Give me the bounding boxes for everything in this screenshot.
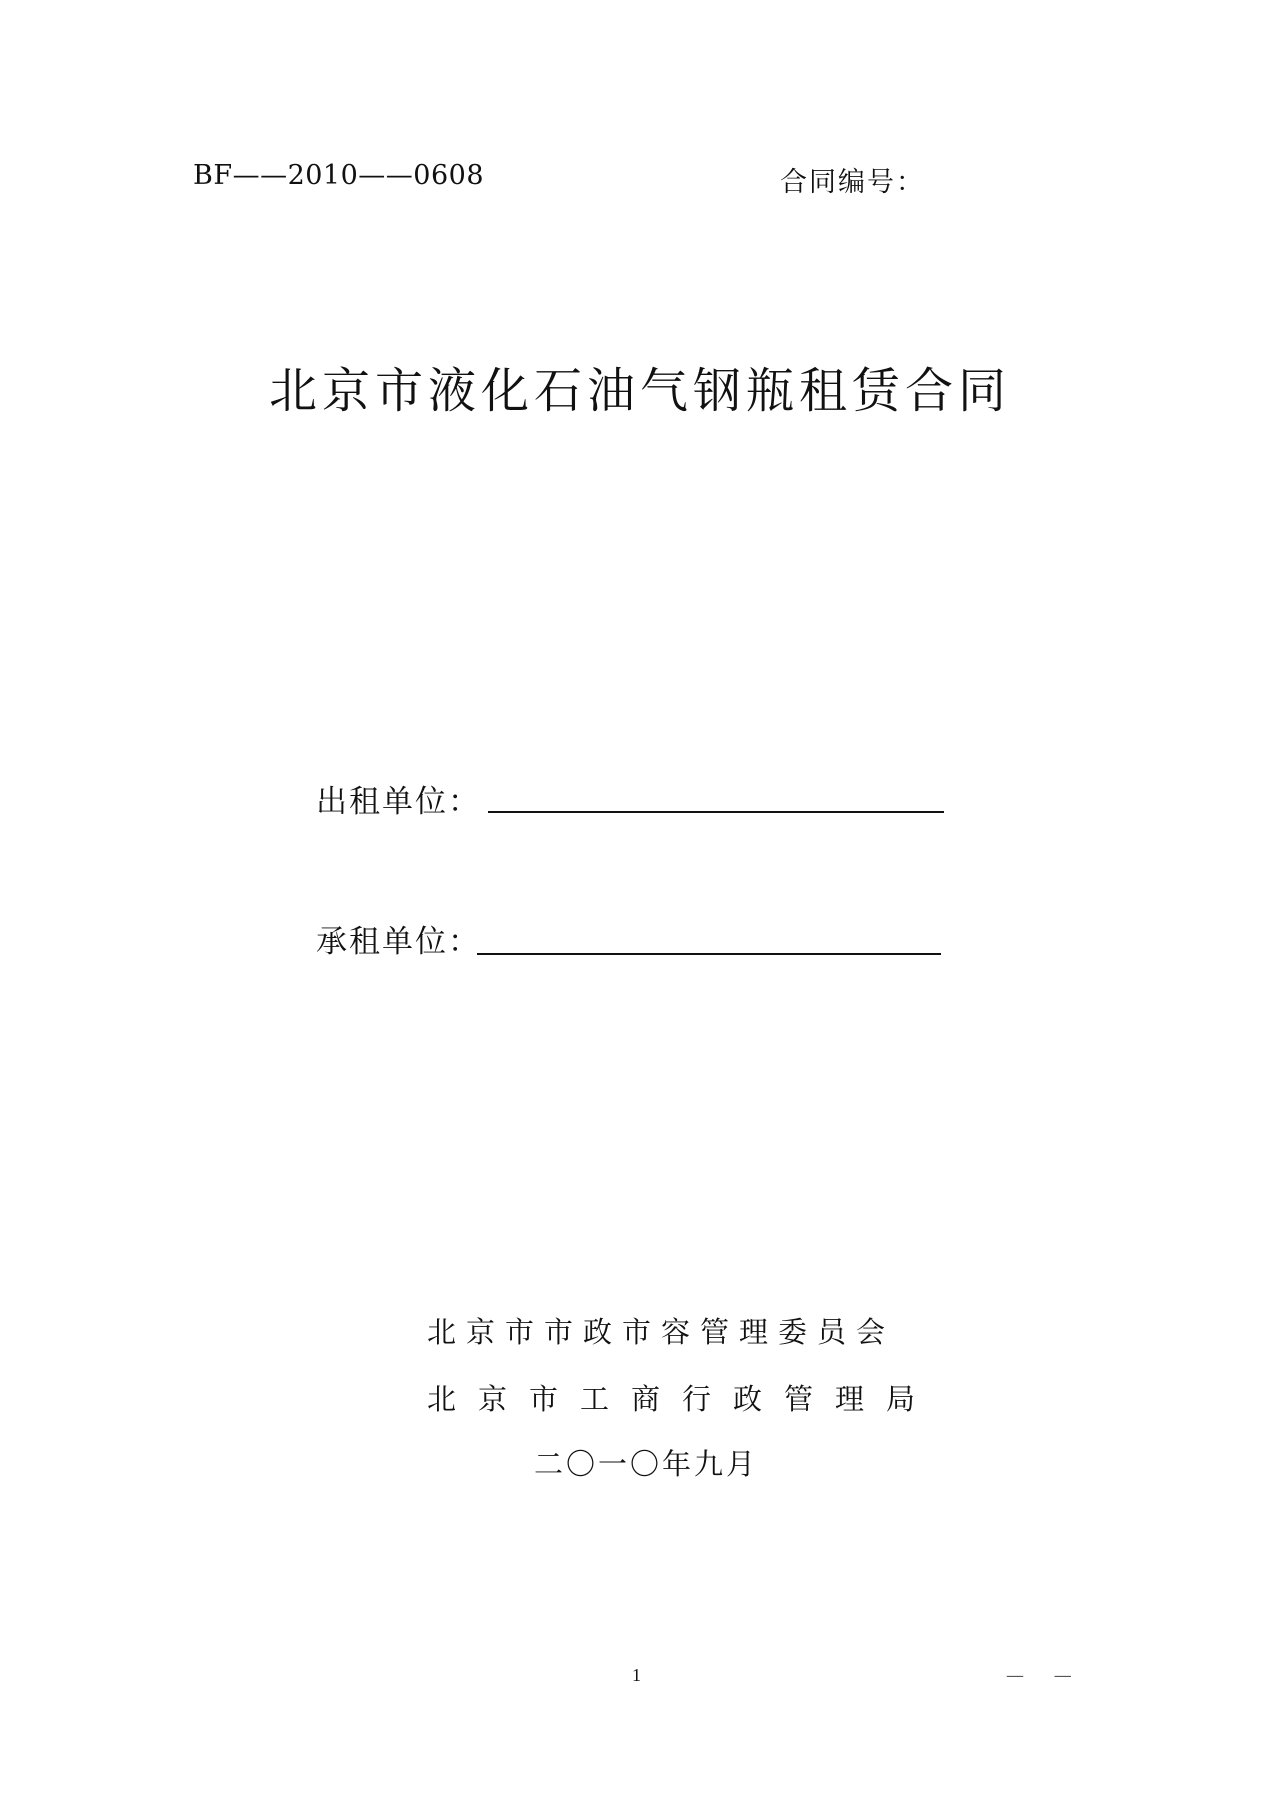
standard-code: BF——2010——0608 [193, 160, 485, 191]
footer-mark: — — [1006, 1665, 1084, 1686]
issuer-industry-commerce-bureau: 北京市工商行政管理局 [427, 1382, 938, 1416]
page-number: 1 [632, 1665, 641, 1685]
lessor-label: 出租单位： [316, 784, 481, 820]
issuer-municipal-commission: 北京市市政市容管理委员会 [427, 1315, 896, 1349]
contract-number-label: 合同编号： [780, 167, 925, 198]
lessee-fill-line [477, 953, 941, 955]
lessee-label: 承租单位： [316, 924, 481, 960]
lessor-fill-line [488, 811, 944, 813]
document-title: 北京市液化石油气钢瓶租赁合同 [268, 363, 1011, 419]
issue-date: 二〇一〇年九月 [534, 1447, 759, 1481]
